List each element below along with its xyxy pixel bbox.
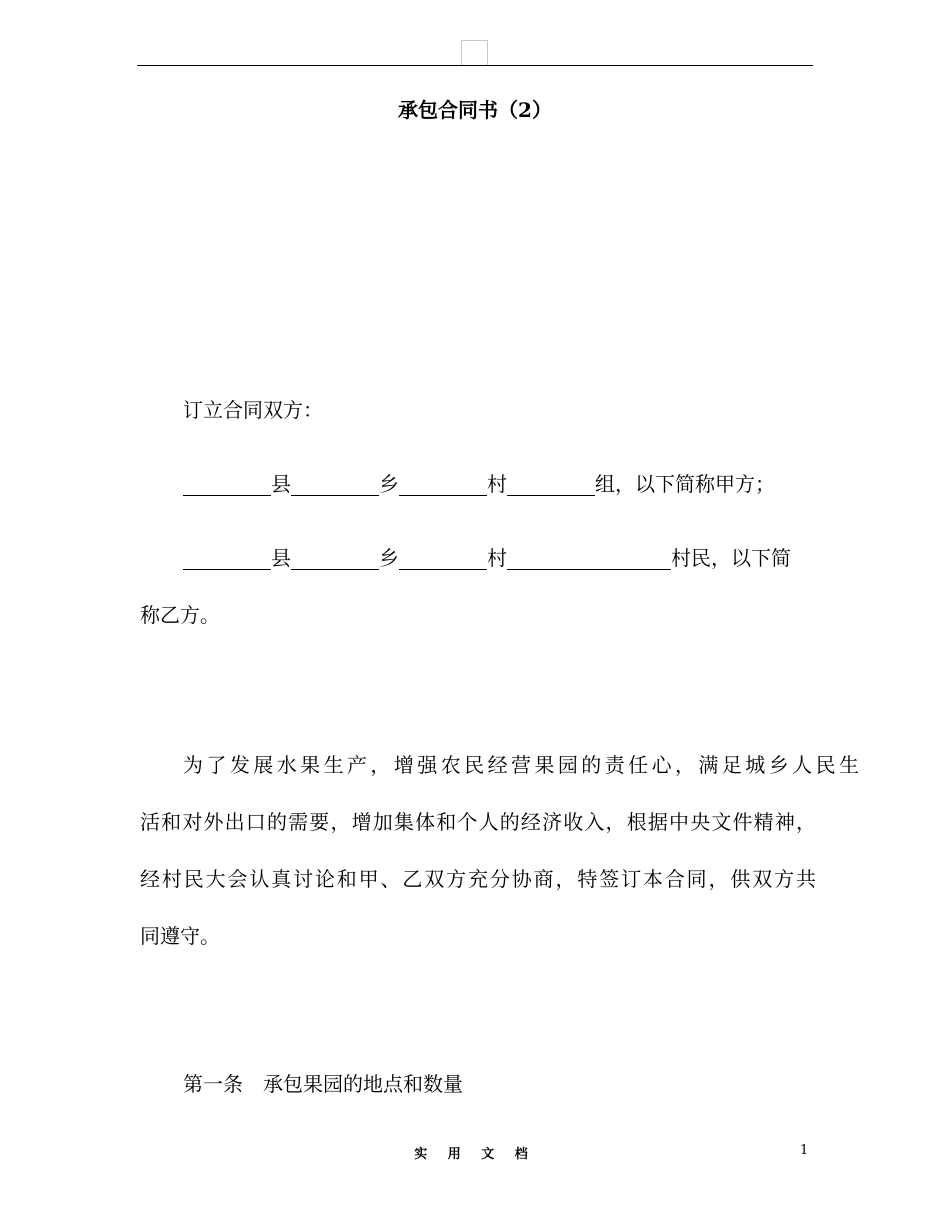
blank-village[interactable] <box>399 547 487 570</box>
purpose-line-1: 为了发展水果生产，增强农民经营果园的责任心，满足城乡人民生 <box>183 753 859 777</box>
purpose-line-3: 经村民大会认真讨论和甲、乙双方充分协商，特签订本合同，供双方共 <box>140 867 816 891</box>
purpose-line-2: 活和对外出口的需要，增加集体和个人的经济收入，根据中央文件精神， <box>140 810 816 834</box>
footer-label: 实 用 文 档 <box>414 1147 536 1162</box>
party-b-line: 县 乡 村 村民，以下简 <box>140 545 859 571</box>
purpose-line-4: 同遵守。 <box>140 924 220 948</box>
document-title: 承包合同书（2） <box>398 98 552 122</box>
parties-heading: 订立合同双方： <box>183 398 323 422</box>
header-rule <box>137 65 813 66</box>
blank-village[interactable] <box>399 473 487 496</box>
blank-group[interactable] <box>507 473 595 496</box>
blank-township[interactable] <box>291 473 379 496</box>
blank-county[interactable] <box>183 473 271 496</box>
blank-township[interactable] <box>291 547 379 570</box>
party-b-line-2: 称乙方。 <box>140 603 220 627</box>
page-number: 1 <box>800 1143 809 1158</box>
blank-villager-name[interactable] <box>507 547 671 570</box>
header-tab-box <box>461 40 488 65</box>
blank-county[interactable] <box>183 547 271 570</box>
party-a-line: 县 乡 村 组，以下简称甲方； <box>140 471 859 497</box>
article-1-heading: 第一条 承包果园的地点和数量 <box>183 1072 463 1096</box>
